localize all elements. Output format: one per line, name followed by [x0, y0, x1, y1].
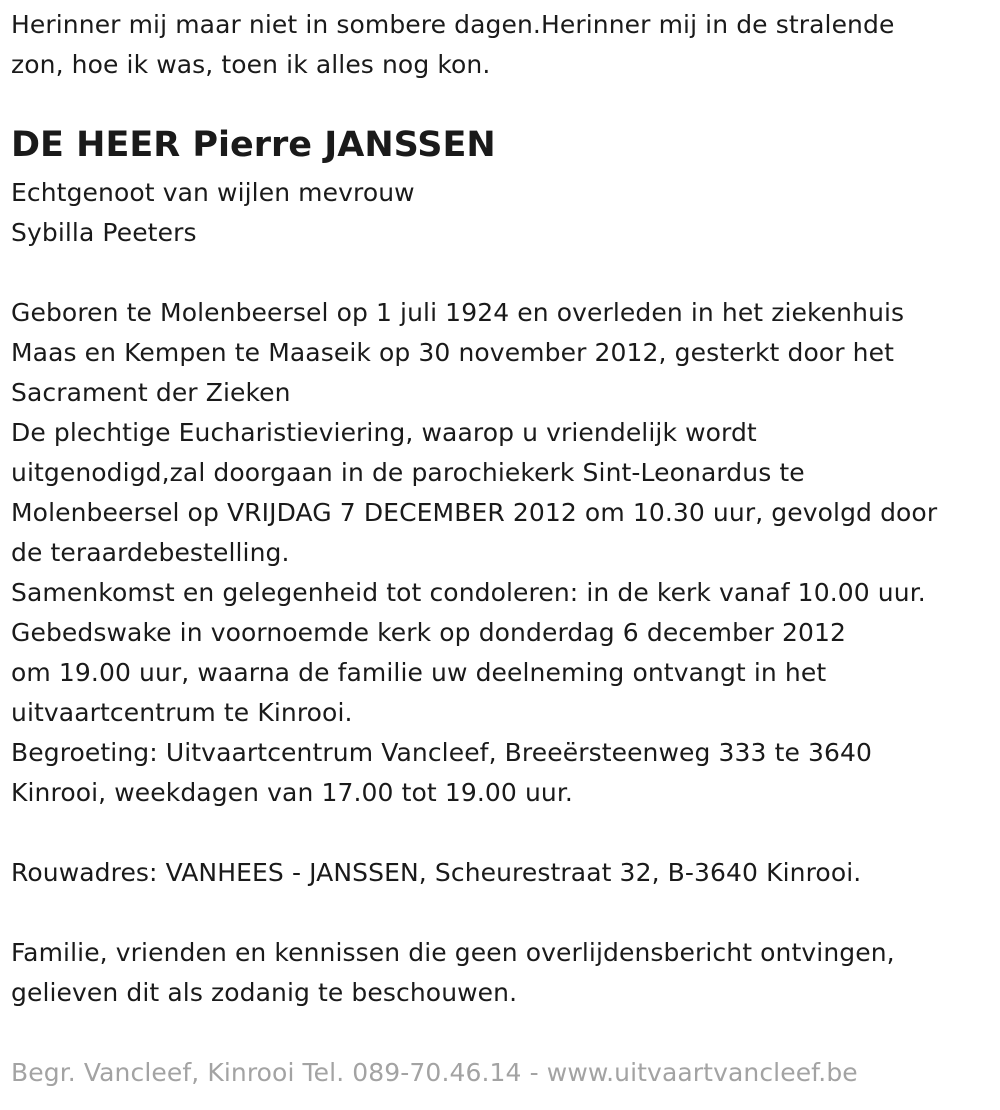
funeral-home-footer — [11, 1053, 858, 1093]
body-line: uitvaartcentrum te Kinrooi. — [11, 698, 353, 727]
footer-line: Begr. Vancleef, Kinrooi Tel. 089-70.46.14 - www.uitvaartvancleef.be — [11, 1058, 858, 1087]
motto-line: zon, hoe ik was, toen ik alles nog kon. — [11, 50, 491, 79]
body-line: Molenbeersel op VRIJDAG 7 DECEMBER 2012 om 10.30 uur, gevolgd door — [11, 498, 938, 527]
body-line: Geboren te Molenbeersel op 1 juli 1924 en overleden in het ziekenhuis — [11, 298, 905, 327]
body-line: De plechtige Eucharistieviering, waarop u vriendelijk wordt — [11, 418, 757, 447]
body-line: Gebedswake in voornoemde kerk op donderdag 6 december 2012 — [11, 618, 846, 647]
body-line: Samenkomst en gelegenheid tot condoleren: in de kerk vanaf 10.00 uur. — [11, 578, 926, 607]
spouse-line: Sybilla Peeters — [11, 218, 197, 247]
spouse-info — [11, 173, 415, 253]
deceased-name: DE HEER Pierre JANSSEN — [11, 125, 496, 165]
body-line: Maas en Kempen te Maaseik op 30 november 2012, gesterkt door het — [11, 338, 894, 367]
closing-line: gelieven dit als zodanig te beschouwen. — [11, 978, 518, 1007]
body-line: Begroeting: Uitvaartcentrum Vancleef, Breeërsteenweg 333 te 3640 — [11, 738, 873, 767]
body-line: Kinrooi, weekdagen van 17.00 tot 19.00 uur. — [11, 778, 573, 807]
notice-body — [11, 293, 937, 813]
motto-line: Herinner mij maar niet in sombere dagen.Herinner mij in de stralende — [11, 10, 895, 39]
motto-quote — [11, 5, 894, 85]
mourning-address-line: Rouwadres: VANHEES - JANSSEN, Scheurestraat 32, B-3640 Kinrooi. — [11, 858, 862, 887]
mourning-address — [11, 853, 861, 893]
body-line: om 19.00 uur, waarna de familie uw deelneming ontvangt in het — [11, 658, 827, 687]
body-line: de teraardebestelling. — [11, 538, 290, 567]
body-line: Sacrament der Zieken — [11, 378, 291, 407]
closing-line: Familie, vrienden en kennissen die geen overlijdensbericht ontvingen, — [11, 938, 895, 967]
spouse-line: Echtgenoot van wijlen mevrouw — [11, 178, 415, 207]
body-line: uitgenodigd,zal doorgaan in de parochiekerk Sint-Leonardus te — [11, 458, 805, 487]
closing-note — [11, 933, 895, 1013]
